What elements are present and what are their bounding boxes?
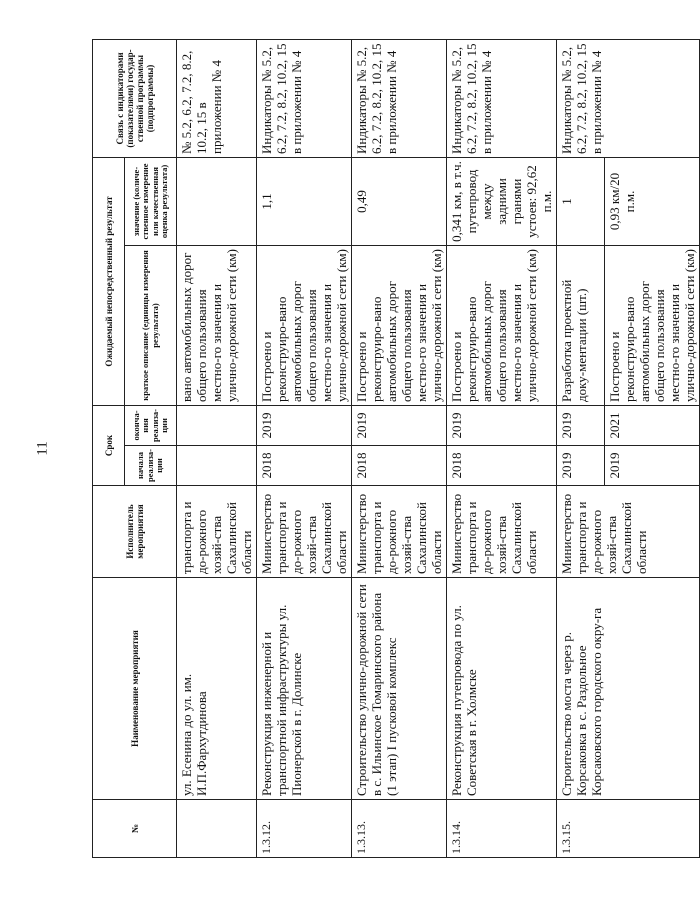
row-name: ул. Есенина до ул. им. И.П.Фархутдинова <box>177 578 257 800</box>
row-value: 0,49 <box>352 157 447 245</box>
row-executor: Министерство транспорта и до-рожного хозяй-ства Сахалинской области <box>447 486 557 578</box>
row-desc: Построено и реконструиро-вано автомобильных дорог общего пользования местно-го значения и улично-дорожной сети (км) <box>257 245 352 405</box>
row-link: Индикаторы № 5.2, 6.2, 7.2, 8.2, 10.2, 15 в приложении № 4 <box>447 39 557 157</box>
row-name: Строительство улично-дорожной сети в с. Ильинское Томаринского района (1 этап) I пусковой комплекс <box>352 578 447 800</box>
row-name: Реконструкция инженерной и транспортной инфраструктуры ул. Пионерской в г. Долинске <box>257 578 352 800</box>
row-num: 1.3.14. <box>447 800 557 858</box>
header-result: Ожидаемый непосредственный результат <box>93 157 125 405</box>
row-link: Индикаторы № 5.2, 6.2, 7.2, 8.2, 10.2, 15 в приложении № 4 <box>557 39 700 157</box>
row-start <box>177 446 257 486</box>
row-num: 1.3.12. <box>257 800 352 858</box>
row-name: Строительство моста через р. Корсаковка в с. Раздольное Корсаковского городского окру-га <box>557 578 700 800</box>
row-end: 2019 <box>352 405 447 445</box>
measures-table <box>92 39 700 858</box>
header-name: Наименование мероприятия <box>93 578 177 800</box>
row-value: 0,341 км, в т.ч. путепровод между задними гранями устоев: 92,62 п.м. <box>447 157 557 245</box>
row-link: № 5.2, 6.2, 7.2, 8.2, 10.2, 15 в приложении № 4 <box>177 39 257 157</box>
table-row <box>352 39 447 857</box>
header-result-value: значение (количе-ственное измерение или качественная оценка результата) <box>125 157 177 245</box>
header-result-desc: краткое описание (единицы измерения результата) <box>125 245 177 405</box>
table-row <box>257 39 352 857</box>
row-start: 2018 <box>447 446 557 486</box>
header-executor: Исполнитель мероприятия <box>93 486 177 578</box>
row-value: 1 <box>557 157 605 245</box>
table-row <box>557 39 605 857</box>
row-desc: Построено и реконструиро-вано автомобильных дорог общего пользования местно-го значения и улично-дорожной сети (км) <box>447 245 557 405</box>
row-start: 2018 <box>352 446 447 486</box>
header-row-1 <box>93 39 125 857</box>
row-start: 2019 <box>557 446 605 486</box>
row-end: 2019 <box>447 405 557 445</box>
row-start: 2018 <box>257 446 352 486</box>
row-name: Реконструкция путепровода по ул. Советская в г. Холмске <box>447 578 557 800</box>
row-executor: транспорта и до-рожного хозяй-ства Сахалинской области <box>177 486 257 578</box>
header-term: Срок <box>93 405 125 485</box>
row-executor: Министерство транспорта и до-рожного хозяй-ства Сахалинской области <box>352 486 447 578</box>
header-link: Связь с индикаторами (показателями) государ-ственной программы (подпрограммы) <box>93 39 177 157</box>
row-link: Индикаторы № 5.2, 6.2, 7.2, 8.2, 10.2, 15 в приложении № 4 <box>352 39 447 157</box>
rotated-table-container <box>92 40 697 858</box>
header-term-end: оконча-ния реализа-ции <box>125 405 177 445</box>
row-executor: Министерство транспорта и до-рожного хозяй-ства Сахалинской области <box>257 486 352 578</box>
row-desc: вано автомобильных дорог общего пользования местно-го значения и улично-дорожной сети (км) <box>177 245 257 405</box>
row-value <box>177 157 257 245</box>
row-end: 2021 <box>605 405 700 445</box>
row-num: 1.3.15. <box>557 800 700 858</box>
row-desc: Построено и реконструиро-вано автомобильных дорог общего пользования местно-го значения и улично-дорожной сети (км) <box>352 245 447 405</box>
row-start: 2019 <box>605 446 700 486</box>
row-num: 1.3.13. <box>352 800 447 858</box>
row-desc: Построено и реконструиро-вано автомобильных дорог общего пользования местно-го значения и улично-дорожной сети (км) <box>605 245 700 405</box>
row-executor: Министерство транспорта и до-рожного хозяй-ства Сахалинской области <box>557 486 700 578</box>
table-row <box>177 39 257 857</box>
row-desc: Разработка проектной доку-ментации (шт.) <box>557 245 605 405</box>
row-end: 2019 <box>257 405 352 445</box>
row-value: 1,1 <box>257 157 352 245</box>
row-end: 2019 <box>557 405 605 445</box>
page-number: 11 <box>34 441 51 456</box>
row-end <box>177 405 257 445</box>
header-num: № <box>93 800 177 858</box>
header-term-start: начала реализа-ции <box>125 446 177 486</box>
row-value: 0,93 км/20 п.м. <box>605 157 700 245</box>
row-num <box>177 800 257 858</box>
table-row <box>447 39 557 857</box>
row-link: Индикаторы № 5.2, 6.2, 7.2, 8.2, 10.2, 15 в приложении № 4 <box>257 39 352 157</box>
